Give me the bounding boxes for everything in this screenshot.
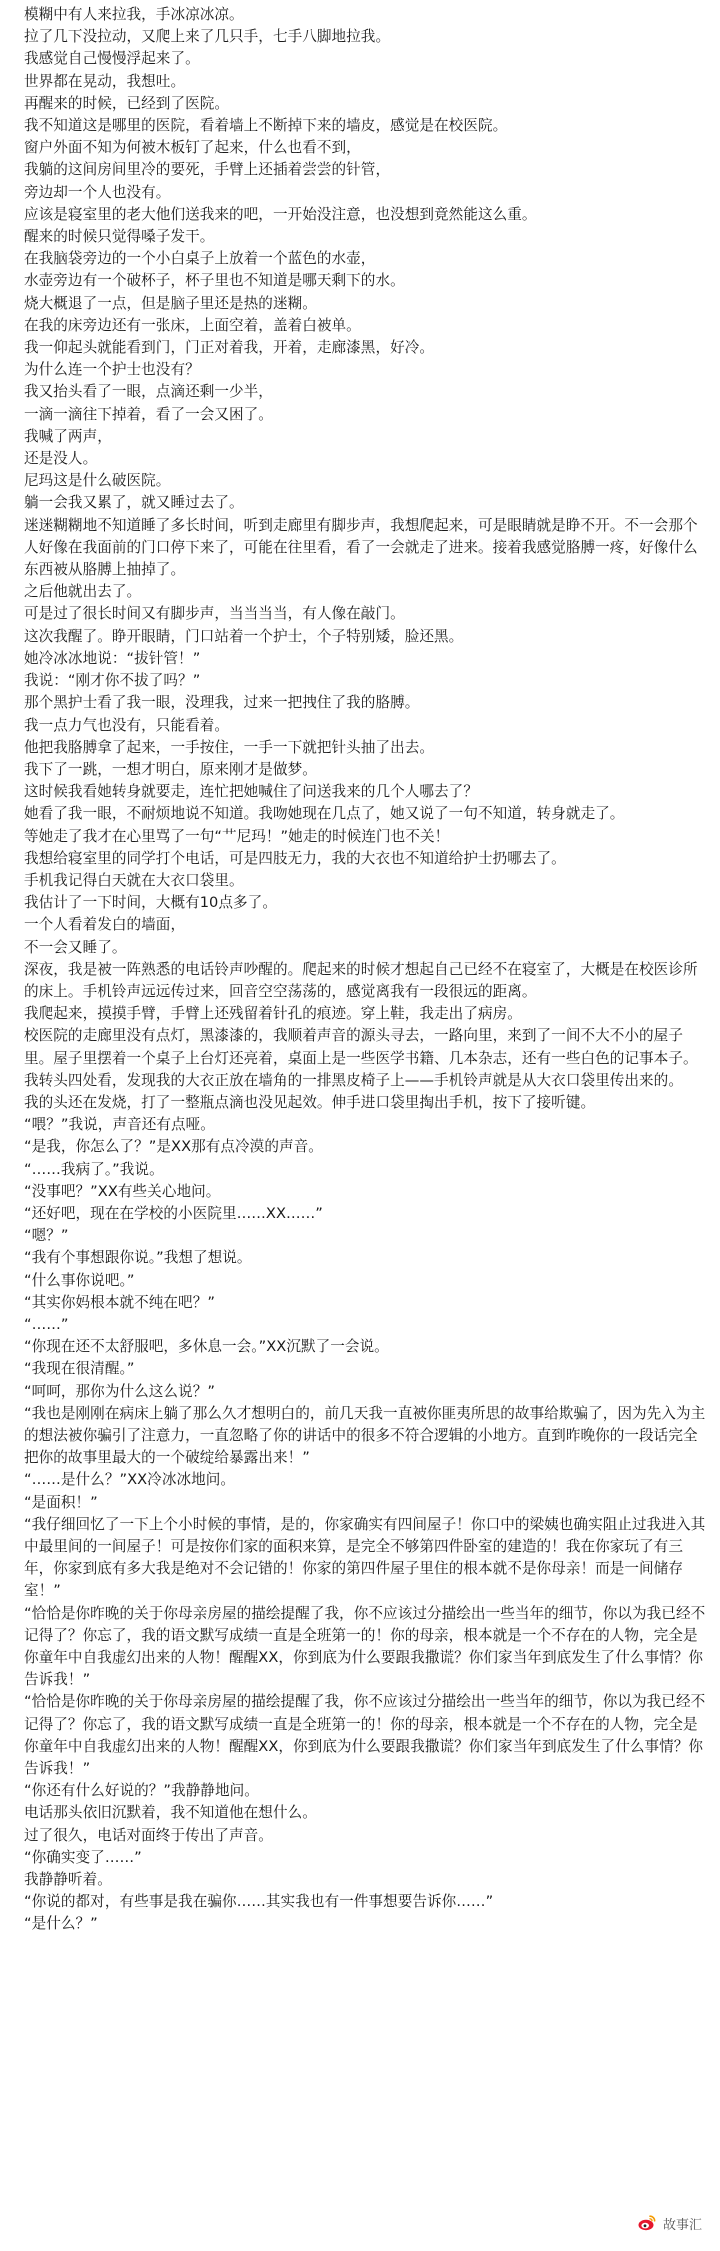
story-paragraph: 拉了几下没拉动，又爬上来了几只手，七手八脚地拉我。 <box>24 28 391 46</box>
story-paragraph: 深夜，我是被一阵熟悉的电话铃声吵醒的。爬起来的时候才想起自己已经不在寝室了，大概是在校医诊所的床上。手机铃声远远传过来，回音空空荡荡的，感觉离我有一段很远的距离。 <box>24 960 698 1000</box>
story-paragraph: 我静静听着。 <box>24 1871 112 1889</box>
story-paragraph: 一个人看着发白的墙面， <box>24 916 186 934</box>
story-paragraph: 我感觉自己慢慢浮起来了。 <box>24 50 200 68</box>
story-paragraph: 在我脑袋旁边的一个小白桌子上放着一个蓝色的水壶， <box>24 250 376 268</box>
story-paragraph: 应该是寝室里的老大他们送我来的吧，一开始没注意，也没想到竟然能这么重。 <box>24 205 537 223</box>
story-paragraph: 过了很久，电话对面终于传出了声音。 <box>24 1826 273 1844</box>
story-paragraph: “……” <box>24 1315 69 1333</box>
story-paragraph: 我估计了一下时间，大概有10点多了。 <box>24 894 277 912</box>
story-paragraph: “你还有什么好说的？”我静静地问。 <box>24 1782 259 1800</box>
story-paragraph: 迷迷糊糊地不知道睡了多长时间，听到走廊里有脚步声，我想爬起来，可是眼睛就是睁不开。不一会那个人好像在我面前的门口停下来了，可能在往里看，看了一会就走了进来。接着我感觉胳膊一疼，好像什么东西被从胳膊上抽掉了。 <box>24 516 698 579</box>
story-paragraph: 尼玛这是什么破医院。 <box>24 472 171 490</box>
story-paragraph: 再醒来的时候，已经到了医院。 <box>24 94 230 112</box>
story-paragraph: 还是没人。 <box>24 450 98 468</box>
story-paragraph: 在我的床旁边还有一张床，上面空着，盖着白被单。 <box>24 316 361 334</box>
story-paragraph: 这时候我看她转身就要走，连忙把她喊住了问送我来的几个人哪去了？ <box>24 783 478 801</box>
story-paragraph: “我也是刚刚在病床上躺了那么久才想明白的，前几天我一直被你匪夷所思的故事给欺骗了，因为先入为主的想法被你骗引了注意力，一直忽略了你的讲话中的很多不符合逻辑的小地方。直到昨晚你的一段话完全把你的故事里最大的一个破绽给暴露出来！” <box>24 1404 706 1467</box>
story-paragraph: “我现在很清醒。” <box>24 1360 135 1378</box>
watermark-text: 故事汇 <box>662 2217 702 2233</box>
story-paragraph: 世界都在晃动，我想吐。 <box>24 72 186 90</box>
story-paragraph: 我下了一跳，一想才明白，原来刚才是做梦。 <box>24 760 317 778</box>
story-paragraph: 烧大概退了一点，但是脑子里还是热的迷糊。 <box>24 294 317 312</box>
watermark <box>633 2211 706 2235</box>
story-paragraph: “是什么？” <box>24 1915 98 1933</box>
story-paragraph: “……是什么？”XX冷冰冰地问。 <box>24 1471 236 1489</box>
story-paragraph: 旁边却一个人也没有。 <box>24 183 171 201</box>
story-paragraph: 她冷冰冰地说：“拔针管！” <box>24 649 201 667</box>
story-paragraph: 我爬起来，摸摸手臂，手臂上还残留着针孔的痕迹。穿上鞋，我走出了病房。 <box>24 1005 522 1023</box>
story-paragraph: 躺一会我又累了，就又睡过去了。 <box>24 494 244 512</box>
story-paragraph: “我有个事想跟你说。”我想了想说。 <box>24 1249 252 1267</box>
story-paragraph: 我说：“刚才你不拔了吗？” <box>24 672 201 690</box>
story-paragraph: 之后他就出去了。 <box>24 583 142 601</box>
story-paragraph: 我不知道这是哪里的医院，看着墙上不断掉下来的墙皮，感觉是在校医院。 <box>24 117 508 135</box>
story-paragraph: 我一点力气也没有，只能看着。 <box>24 716 230 734</box>
story-paragraph: 我躺的这间房间里冷的要死，手臂上还插着尝尝的针管， <box>24 161 391 179</box>
story-paragraph: 水壶旁边有一个破杯子，杯子里也不知道是哪天剩下的水。 <box>24 272 405 290</box>
story-paragraph: “没事吧？”XX有些关心地问。 <box>24 1182 221 1200</box>
story-paragraph: 窗户外面不知为何被木板钉了起来，什么也看不到， <box>24 139 361 157</box>
story-paragraph: 他把我胳膊拿了起来，一手按住，一手一下就把针头抽了出去。 <box>24 738 435 756</box>
story-paragraph: “你现在还不太舒服吧，多休息一会。”XX沉默了一会说。 <box>24 1338 389 1356</box>
story-paragraph: 她看了我一眼，不耐烦地说不知道。我吻她现在几点了，她又说了一句不知道，转身就走了。 <box>24 805 625 823</box>
story-paragraph: 我一仰起头就能看到门，门正对着我，开着，走廊漆黑，好冷。 <box>24 339 435 357</box>
story-paragraph: “恰恰是你昨晚的关于你母亲房屋的描绘提醒了我，你不应该过分描绘出一些当年的细节，你以为我已经不记得了？你忘了，我的语文默写成绩一直是全班第一的！你的母亲，根本就是一个不存在的人物，完全是你童年中自我虚幻出来的人物！醒醒XX，你到底为什么要跟我撒谎？你们家当年到底发生了什么事情？你告诉我！” <box>24 1604 706 1689</box>
story-paragraph: 手机我记得白天就在大衣口袋里。 <box>24 871 244 889</box>
story-paragraph: “是我，你怎么了？”是XX那有点冷漠的声音。 <box>24 1138 323 1156</box>
story-paragraph: “恰恰是你昨晚的关于你母亲房屋的描绘提醒了我，你不应该过分描绘出一些当年的细节，你以为我已经不记得了？你忘了，我的语文默写成绩一直是全班第一的！你的母亲，根本就是一个不存在的人物，完全是你童年中自我虚幻出来的人物！醒醒XX，你到底为什么要跟我撒谎？你们家当年到底发生了什么事情？你告诉我！” <box>24 1693 706 1778</box>
story-paragraph: 我又抬头看了一眼，点滴还剩一少半， <box>24 383 273 401</box>
story-paragraph: 一滴一滴往下掉着，看了一会又困了。 <box>24 405 273 423</box>
story-paragraph: “呵呵，那你为什么这么说？” <box>24 1382 215 1400</box>
weibo-logo-icon <box>637 2213 657 2233</box>
story-paragraph: “是面积！” <box>24 1493 98 1511</box>
story-paragraph: 校医院的走廊里没有点灯，黑漆漆的，我顺着声音的源头寻去，一路向里，来到了一间不大不小的屋子里。屋子里摆着一个桌子上台灯还亮着，桌面上是一些医学书籍、几本杂志，还有一些白色的记事本子。我转头四处看，发现我的大衣正放在墙角的一排黑皮椅子上——手机铃声就是从大衣口袋里传出来的。 <box>24 1027 698 1089</box>
story-paragraph: “我仔细回忆了一下上个小时候的事情，是的，你家确实有四间屋子！你口中的梁姨也确实阻止过我进入其中最里间的一间屋子！可是按你们家的面积来算，是完全不够第四件卧室的建造的！我在你家玩了有三年，你家到底有多大我是绝对不会记错的！你家的第四件屋子里住的根本就不是你母亲！而是一间储存室！” <box>24 1515 706 1600</box>
story-paragraph: “嗯？” <box>24 1227 69 1245</box>
story-paragraph: “你确实变了……” <box>24 1848 142 1866</box>
story-paragraph: 等她走了我才在心里骂了一句“艹尼玛！”她走的时候连门也不关！ <box>24 827 450 845</box>
story-paragraph: “你说的都对，有些事是我在骗你……其实我也有一件事想要告诉你……” <box>24 1893 494 1911</box>
story-paragraph: 可是过了很长时间又有脚步声，当当当当，有人像在敲门。 <box>24 605 405 623</box>
story-paragraph: 我想给寝室里的同学打个电话，可是四肢无力，我的大衣也不知道给护士扔哪去了。 <box>24 849 566 867</box>
story-paragraph: 那个黑护士看了我一眼，没理我，过来一把拽住了我的胳膊。 <box>24 694 420 712</box>
story-paragraph: 模糊中有人来拉我，手冰凉冰凉。 <box>24 6 244 23</box>
story-paragraph: “什么事你说吧。” <box>24 1271 135 1289</box>
story-paragraph: “……我病了。”我说。 <box>24 1160 164 1178</box>
story-paragraph: 我喊了两声， <box>24 427 112 445</box>
story-paragraph: 不一会又睡了。 <box>24 938 127 956</box>
story-paragraph: 我的头还在发烧，打了一整瓶点滴也没见起效。伸手进口袋里掏出手机，按下了接听键。 <box>24 1093 596 1111</box>
story-paragraph: “其实你妈根本就不纯在吧？” <box>24 1293 215 1311</box>
story-paragraph: 为什么连一个护士也没有？ <box>24 361 200 379</box>
story-paragraph: “喂？”我说，声音还有点哑。 <box>24 1116 215 1134</box>
story-paragraph: 电话那头依旧沉默着，我不知道他在想什么。 <box>24 1804 317 1822</box>
story-paragraph: 醒来的时候只觉得嗓子发干。 <box>24 228 215 246</box>
story-paragraph: 这次我醒了。睁开眼睛，门口站着一个护士，个子特别矮，脸还黑。 <box>24 627 464 645</box>
story-paragraph: “还好吧，现在在学校的小医院里……XX……” <box>24 1204 323 1222</box>
